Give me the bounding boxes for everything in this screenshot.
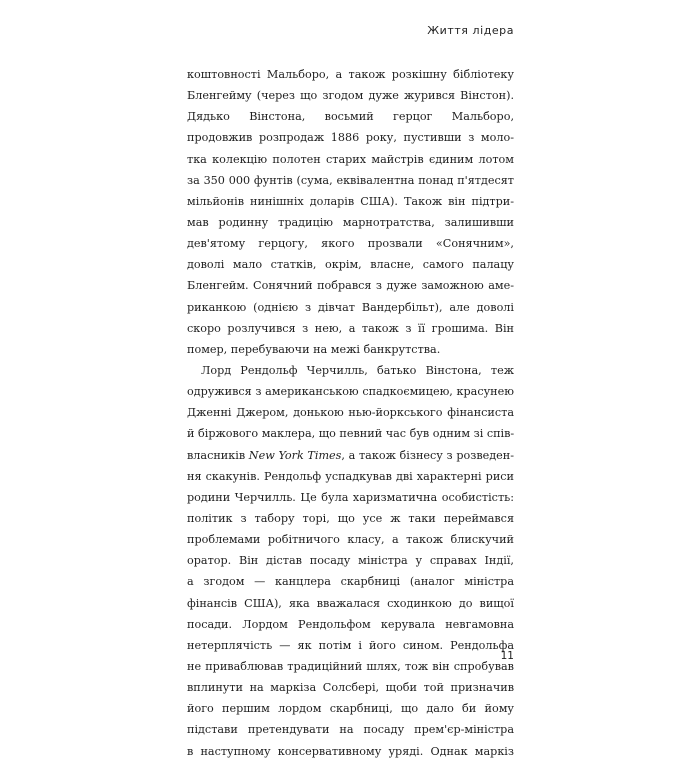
body-text (187, 64, 514, 762)
text-segment: , а також бізнесу з розведен- (341, 448, 514, 462)
text-line: Бленгейм. Сонячний побрався з дуже заможною аме- (187, 279, 514, 293)
text-line: Дженні Джером, донькою нью-йоркського фінансиста (187, 406, 514, 420)
text-line: його першим лордом скарбниці, що дало би йому (187, 702, 514, 716)
text-line: коштовності Мальборо, а також розкішну бібліотеку (187, 68, 514, 81)
text-line: риканкою (однією з дівчат Вандербільт), але доволі (187, 300, 514, 314)
publication-title: New York Times (248, 448, 342, 462)
text-line: доволі мало статків, окрім, власне, самого палацу (187, 258, 514, 272)
text-line: оратор. Він дістав посаду міністра у справах Індії, (187, 554, 514, 568)
paragraph-2 (187, 360, 514, 762)
text-line: за 350 000 фунтів (сума, еквівалентна понад п'ятдесят (187, 173, 514, 187)
text-line: ня скакунів. Рендольф успадкував дві характерні риси (187, 469, 514, 483)
text-line: нетерплячість — як потім і його сином. Рендольфа (187, 638, 514, 652)
text-line: Дядько Вінстона, восьмий герцог Мальборо, (187, 110, 514, 124)
text-line: проблемами робітничого класу, а також блискучий (187, 533, 514, 547)
text-line: скоро розлучився з нею, а також з її грошима. Він (187, 321, 514, 335)
text-line: мав родинну традицію марнотратства, залишивши (187, 215, 514, 229)
text-line: політик з табору торі, що усе ж таки переймався (187, 511, 514, 525)
text-line: одружився з американською спадкоємицею, красунею (187, 385, 514, 399)
text-line: мільйонів нинішніх доларів США). Також він підтри- (187, 194, 514, 208)
running-head: Життя лідера (427, 24, 514, 37)
text-line: фінансів США), яка вважалася сходинкою до вищої (187, 596, 514, 610)
text-line: й біржового маклера, що певний час був одним зі спів- (187, 427, 515, 441)
text-line-with-italic (187, 445, 514, 466)
page-number: 11 (500, 650, 514, 662)
text-line: Лорд Рендольф Черчилль, батько Вінстона, теж (201, 363, 514, 377)
text-segment: власників (187, 448, 249, 462)
text-line: родини Черчилль. Це була харизматична особистість: (187, 490, 514, 504)
text-line: посади. Лордом Рендольфом керувала невгамовна (187, 617, 514, 631)
text-line: дев'ятому герцогу, якого прозвали «Сонячним», (187, 237, 514, 251)
text-line: в наступному консервативному уряді. Однак маркіз (187, 744, 514, 758)
text-line: продовжив розпродаж 1886 року, пустивши з моло- (187, 131, 514, 145)
text-line: Бленгейму (через що згодом дуже журився Вінстон). (187, 89, 514, 103)
text-line: а згодом — канцлера скарбниці (аналог міністра (187, 575, 514, 589)
text-line: вплинути на маркіза Солсбері, щоби той призначив (187, 681, 514, 695)
text-line: тка колекцію полотен старих майстрів єдиним лотом (187, 152, 514, 166)
paragraph-1 (187, 64, 514, 360)
text-line: не приваблював традиційний шлях, тож він спробував (187, 659, 514, 673)
text-line: помер, перебуваючи на межі банкрутства. (187, 342, 441, 356)
text-line: підстави претендувати на посаду прем'єр-міністра (187, 723, 514, 737)
